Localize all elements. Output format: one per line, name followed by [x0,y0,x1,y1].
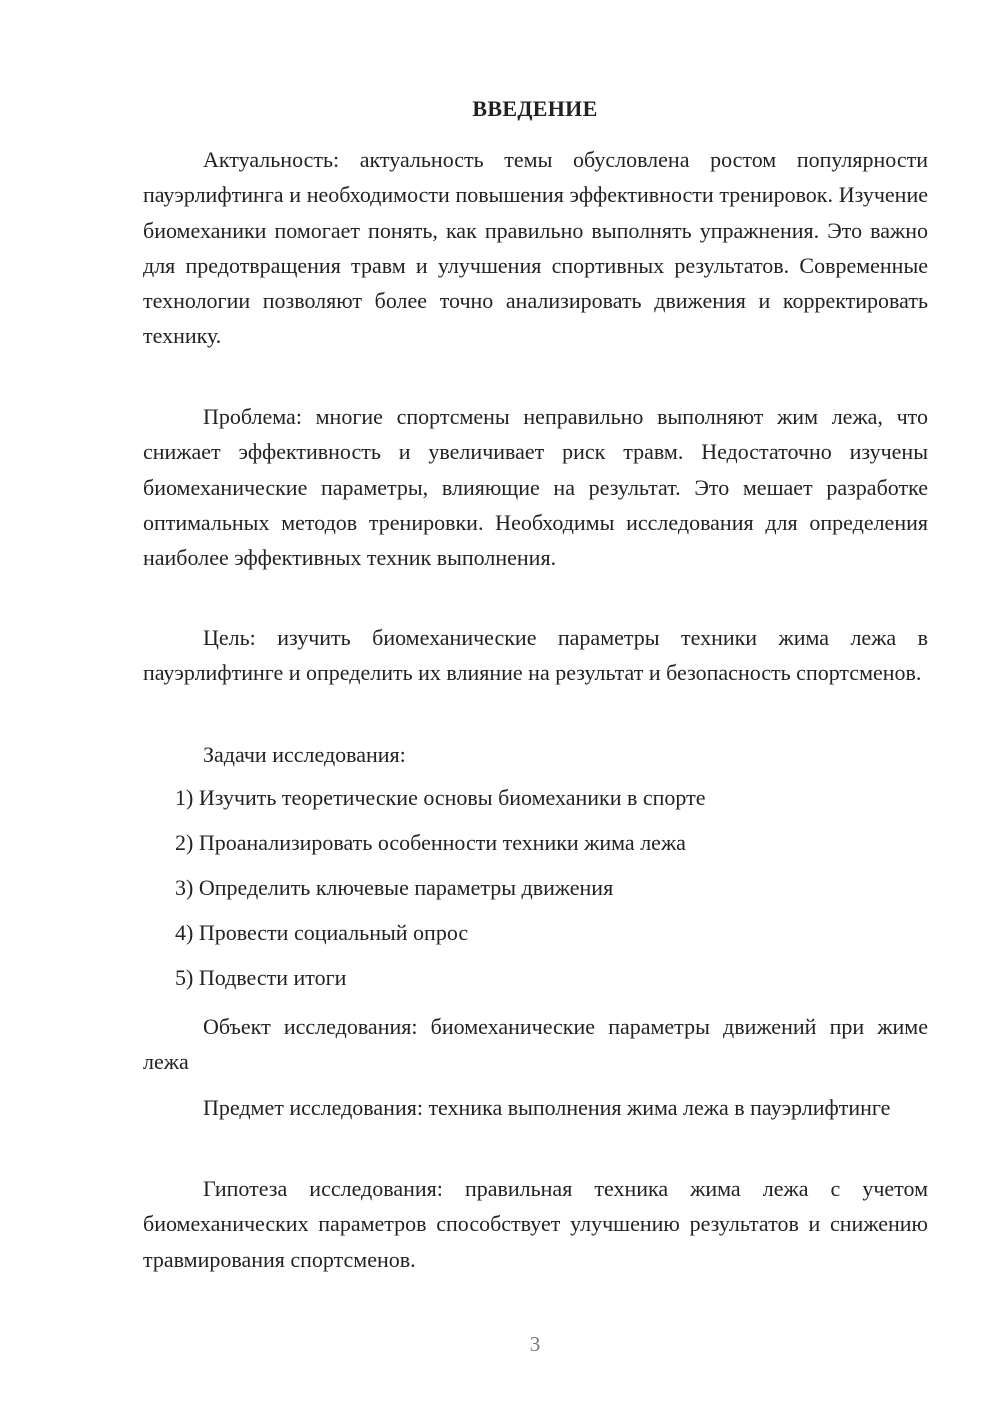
task-item-5: 5) Подвести итоги [175,965,347,990]
problem-text: Проблема: многие спортсмены неправильно выполняют жим лежа, что снижает эффективность и увеличивает риск травм. Недостаточно изучены биомеханические параметры, влияющие на результат. Это мешает разработке оптимальных методов тренировки. Необходимы исследования для определения наиболее эффективных техник выполнения. [143,404,928,571]
hypothesis-text: Гипотеза исследования: правильная техника жима лежа с учетом биомеханических параметров способствует улучшению результатов и снижению травмирования спортсменов. [143,1176,928,1272]
task-item-2: 2) Проанализировать особенности техники жима лежа [175,830,686,855]
tasks-label: Задачи исследования: [203,742,406,767]
task-item-1: 1) Изучить теоретические основы биомеханики в спорте [175,785,706,810]
subject-paragraph [143,1090,928,1125]
hypothesis-paragraph [143,1171,928,1277]
page-number: 3 [529,1332,541,1356]
problem-paragraph [143,399,928,575]
relevance-text: Актуальность: актуальность темы обусловлена ростом популярности пауэрлифтинга и необходимости повышения эффективности тренировок. Изучение биомеханики помогает понять, как правильно выполнять упражнения. Это важно для предотвращения травм и улучшения спортивных результатов. Современные технологии позволяют более точно анализировать движения и корректировать технику. [143,147,928,349]
relevance-paragraph [143,142,928,354]
goal-paragraph [143,620,928,691]
object-paragraph [143,1009,928,1080]
object-text: Объект исследования: биомеханические параметры движений при жиме лежа [143,1014,928,1075]
task-item-4: 4) Провести социальный опрос [175,920,469,945]
subject-text: Предмет исследования: техника выполнения жима лежа в пауэрлифтинге [203,1095,891,1120]
tasks-label-paragraph [143,737,928,772]
task-item-3: 3) Определить ключевые параметры движения [175,875,614,900]
goal-text: Цель: изучить биомеханические параметры техники жима лежа в пауэрлифтинге и определить их влияние на результат и безопасность спортсменов. [143,625,928,686]
page-heading: ВВЕДЕНИЕ [472,96,598,121]
